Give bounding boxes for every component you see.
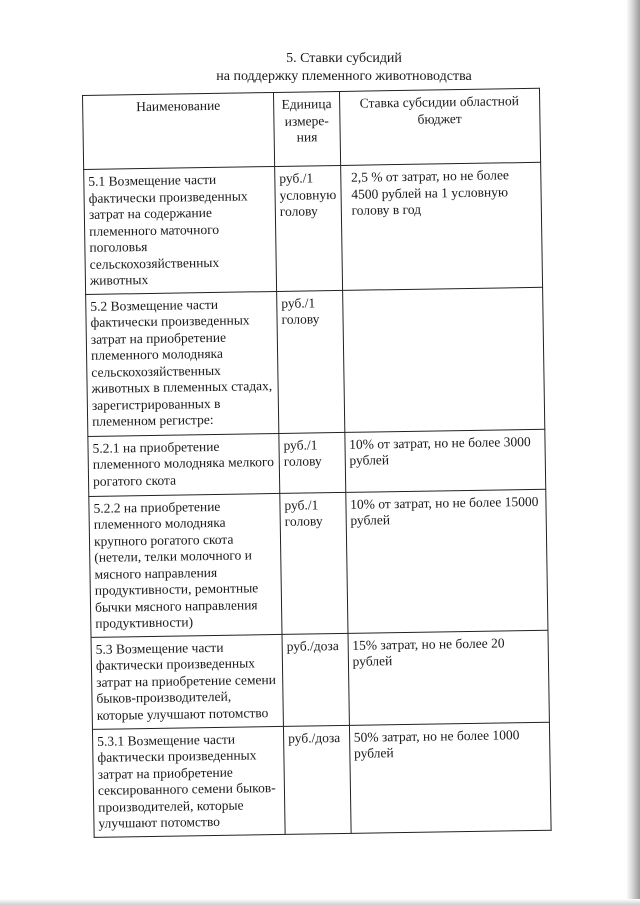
table-header-row <box>83 88 541 169</box>
row-rate: 10% от затрат, но не более 15000 рублей <box>345 489 547 633</box>
section-title <box>24 50 640 86</box>
section-title-line-1: 5. Ставки субсидий <box>286 51 402 66</box>
row-rate: 50% затрат, но не более 1000 рублей <box>349 722 551 833</box>
section-title-line-2: на поддержку племенного животноводства <box>216 69 472 84</box>
row-unit: руб./доза <box>282 633 349 726</box>
row-name: 5.1 Возмещение части фактически произведенных затрат на содержание племенного маточного поголовья сельскохозяйственных животных <box>84 166 277 293</box>
table-row <box>88 429 546 496</box>
header-rate: Ставка субсидии областной бюджет <box>339 88 540 165</box>
row-unit: руб./1 голову <box>280 492 348 634</box>
row-rate: 15% затрат, но не более 20 рублей <box>348 630 549 725</box>
row-unit: руб./1 условную голову <box>275 165 343 291</box>
table-row <box>92 722 550 837</box>
table-row <box>84 162 543 294</box>
row-rate: 2,5 % от затрат, но не более 4500 рублей на 1 условную голову в год <box>340 162 542 290</box>
row-name: 5.2 Возмещение части фактически произведенных затрат на приобретение племенного молодняка сельскохозяйственных животных в племенных стадах, зарегистрированных в племенном регистре: <box>86 291 279 436</box>
header-name: Наименование <box>83 92 275 169</box>
table-row <box>89 489 548 637</box>
row-unit: руб./доза <box>283 725 350 834</box>
row-name: 5.3.1 Возмещение части фактически произведенных затрат на приобретение сексированного семени быков-производителей, которые улучшают потомство <box>92 726 285 837</box>
row-unit: руб./1 голову <box>279 432 346 493</box>
row-unit: руб./1 голову <box>277 290 345 433</box>
row-name: 5.3 Возмещение части фактически произведенных затрат на приобретение семени быков-производителей, которые улучшают потомство <box>91 634 283 729</box>
row-name: 5.2.1 на приобретение племенного молодняка мелкого рогатого скота <box>88 433 280 496</box>
row-rate: 10% от затрат, но не более 3000 рублей <box>344 429 545 492</box>
row-rate <box>342 287 544 432</box>
scan-edge-shadow <box>626 0 640 905</box>
subsidy-rates-table <box>82 88 551 838</box>
scan-bottom-edge <box>0 899 640 905</box>
table-row <box>86 287 545 436</box>
row-name: 5.2.2 на приобретение племенного молодняка крупного рогатого скота (нетели, телки молочного и мясного направления продуктивности, ремонтные бычки мясного направления продуктивности) <box>89 493 282 637</box>
table-row <box>91 630 549 729</box>
header-unit: Единица измере-ния <box>273 91 340 166</box>
